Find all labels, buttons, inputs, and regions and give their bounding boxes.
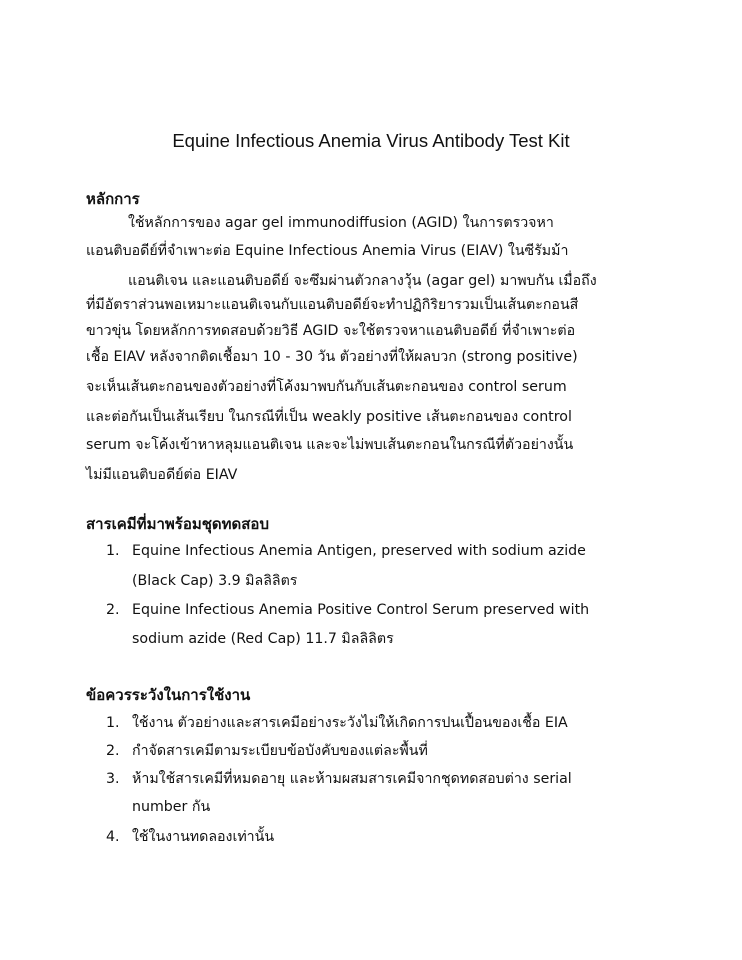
precaution-number: 1. — [106, 715, 120, 731]
reagent-item-text: (Black Cap) 3.9 มิลลิลิตร — [132, 573, 298, 589]
precautions-heading: ข้อควรระวังในการใช้งาน — [86, 686, 251, 704]
principle-line: แอนติบอดีย์ที่จำเพาะต่อ Equine Infectious Anemia Virus (EIAV) ในซีรัมม้า — [86, 243, 569, 259]
precaution-item-text: กำจัดสารเคมีตามระเบียบข้อบังคับของแต่ละพื้นที่ — [132, 743, 428, 759]
principle-line: serum จะโค้งเข้าหาหลุมแอนติเจน และจะไม่พบเส้นตะกอนในกรณีที่ตัวอย่างนั้น — [86, 437, 574, 453]
document-title: Equine Infectious Anemia Virus Antibody Test Kit — [172, 130, 570, 151]
reagent-number: 2. — [106, 602, 120, 618]
principle-line: จะเห็นเส้นตะกอนของตัวอย่างที่โค้งมาพบกันกับเส้นตะกอนของ control serum — [86, 379, 567, 395]
reagent-item-text: Equine Infectious Anemia Antigen, preserved with sodium azide — [132, 543, 586, 559]
principle-line: ใช้หลักการของ agar gel immunodiffusion (AGID) ในการตรวจหา — [128, 215, 554, 231]
principle-line: ขาวขุ่น โดยหลักการทดสอบด้วยวิธี AGID จะใช้ตรวจหาแอนติบอดีย์ ที่จำเพาะต่อ — [86, 323, 576, 339]
principle-heading: หลักการ — [86, 190, 140, 208]
principle-line: ที่มีอัตราส่วนพอเหมาะแอนติเจนกับแอนติบอดีย์จะทำปฏิกิริยารวมเป็นเส้นตะกอนสี — [86, 297, 579, 313]
precaution-number: 2. — [106, 743, 120, 759]
precaution-item-text: ใช้ในงานทดลองเท่านั้น — [132, 829, 275, 845]
reagent-item-text: Equine Infectious Anemia Positive Control Serum preserved with — [132, 602, 590, 618]
principle-line: และต่อกันเป็นเส้นเรียบ ในกรณีที่เป็น weakly positive เส้นตะกอนของ control — [86, 409, 572, 425]
reagent-number: 1. — [106, 543, 120, 559]
reagents-heading: สารเคมีที่มาพร้อมชุดทดสอบ — [86, 515, 269, 533]
precaution-item-text: number กัน — [132, 799, 211, 815]
precaution-item-text: ใช้งาน ตัวอย่างและสารเคมีอย่างระวังไม่ให้เกิดการปนเปื้อนของเชื้อ EIA — [132, 715, 568, 731]
precaution-number: 4. — [106, 829, 120, 845]
precaution-item-text: ห้ามใช้สารเคมีที่หมดอายุ และห้ามผสมสารเคมีจากชุดทดสอบต่าง serial — [132, 771, 572, 787]
reagent-item-text: sodium azide (Red Cap) 11.7 มิลลิลิตร — [132, 631, 394, 647]
precaution-number: 3. — [106, 771, 120, 787]
principle-line: ไม่มีแอนติบอดีย์ต่อ EIAV — [86, 467, 238, 483]
principle-line: เชื้อ EIAV หลังจากติดเชื้อมา 10 - 30 วัน ตัวอย่างที่ให้ผลบวก (strong positive) — [86, 349, 578, 365]
principle-line: แอนติเจน และแอนติบอดีย์ จะซึมผ่านตัวกลางวุ้น (agar gel) มาพบกัน เมื่อถึง — [128, 273, 597, 289]
